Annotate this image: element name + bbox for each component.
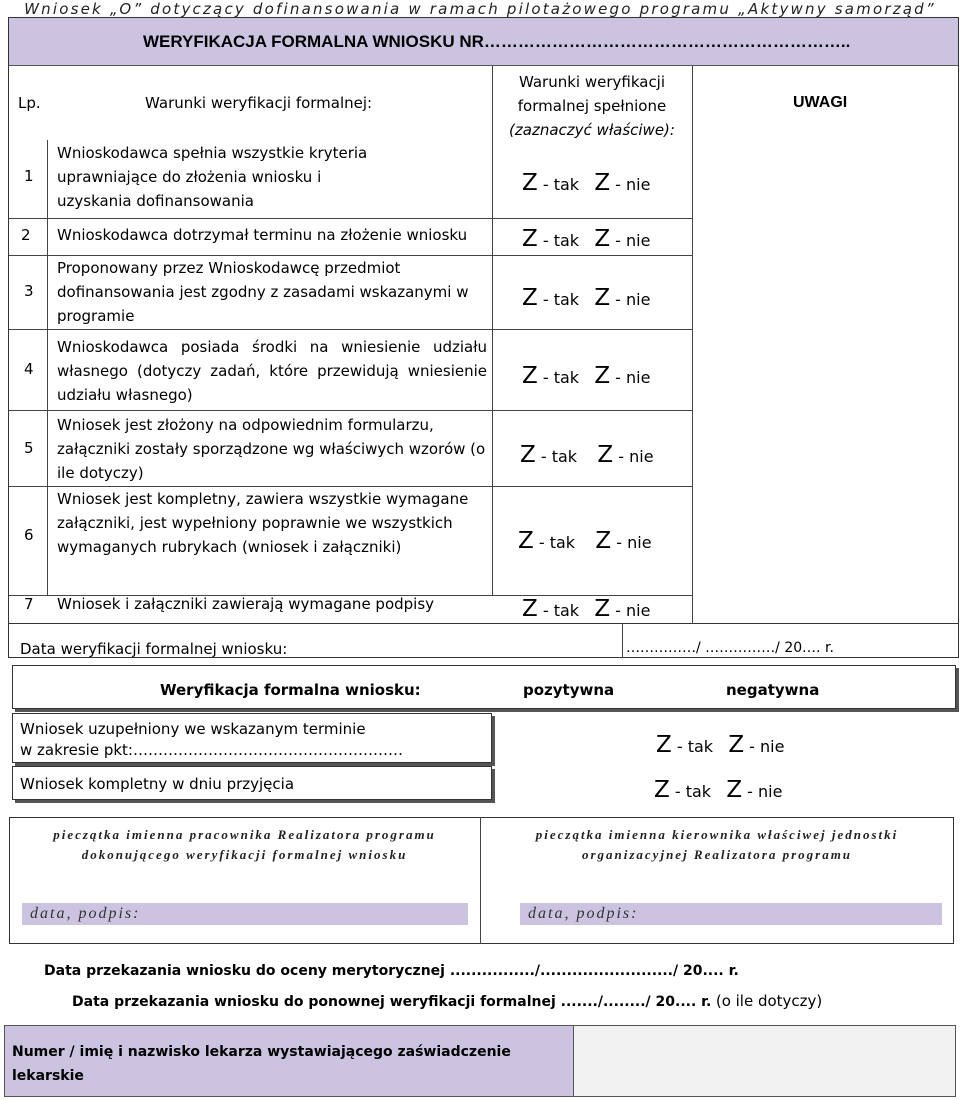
row-divider: [9, 218, 692, 219]
supplement-line1: Wniosek uzupełniony we wskazanym terminie: [20, 720, 366, 738]
col-header-met-line2: formalnej spełnione: [517, 97, 667, 115]
checkbox-yes[interactable]: Z: [656, 732, 672, 758]
row-number: 7: [24, 595, 34, 613]
supplement-line2[interactable]: w zakresie pkt:………………………………………………: [20, 741, 403, 759]
label-no: - nie: [613, 447, 654, 466]
col-header-met-line1: Warunki weryfikacji: [518, 73, 666, 91]
stamp-right-line2: organizacyjnej Realizatora programu: [581, 847, 853, 862]
supplement-text: [20, 719, 403, 761]
handover-merit: Data przekazania wniosku do oceny merytorycznej ................/........................./ 20.... r.: [44, 963, 739, 979]
complete-label: Wniosek kompletny w dniu przyjęcia: [20, 775, 295, 793]
checkbox-no[interactable]: Z: [594, 363, 611, 389]
col-divider-lp: [47, 140, 48, 595]
checkbox-yes[interactable]: Z: [522, 285, 538, 311]
label-yes: - tak: [671, 737, 714, 756]
col-header-remarks: UWAGI: [793, 94, 848, 111]
sign-left[interactable]: data, podpis:: [22, 903, 468, 925]
label-yes: - tak: [537, 290, 580, 309]
row-number: 6: [24, 526, 34, 544]
checkbox-yes[interactable]: Z: [522, 226, 538, 252]
checkbox-yes[interactable]: Z: [522, 596, 538, 622]
doctor-label: [12, 1040, 511, 1088]
row-condition-text: Wnioskodawca dotrzymał terminu na złożenie wniosku: [57, 226, 468, 244]
row-condition-text: Wnioskodawca posiada środki na wniesienie udziału własnego (dotyczy zadań, które przewidują wniesienie udziału własnego): [57, 338, 487, 404]
checkbox-no[interactable]: Z: [597, 442, 614, 468]
stamp-left-line2: dokonującego weryfikacji formalnej wniosku: [81, 847, 408, 862]
label-yes: - tak: [669, 782, 712, 801]
checkbox-no[interactable]: Z: [594, 285, 611, 311]
checkbox-no[interactable]: Z: [594, 226, 611, 252]
label-no: - nie: [742, 782, 783, 801]
row-divider: [9, 329, 692, 330]
checkbox-yes[interactable]: Z: [518, 528, 534, 554]
handover-reverify-text: Data przekazania wniosku do ponownej weryfikacji formalnej ......./......../ 20.... r.: [72, 994, 712, 1010]
row-number: 1: [24, 167, 34, 185]
label-yes: - tak: [533, 533, 576, 552]
handover-reverify: [72, 992, 822, 1010]
checkbox-no[interactable]: Z: [595, 528, 612, 554]
yes-no-options[interactable]: [522, 226, 650, 252]
row-condition-text: Wniosek jest złożony na odpowiednim formularzu, załączniki zostały sporządzone wg właściwych wzorów (o ile dotyczy): [57, 416, 486, 482]
page-title: WERYFIKACJA FORMALNA WNIOSKU NR………………………………………………………..: [143, 32, 851, 51]
doctor-label-line1: Numer / imię i nazwisko lekarza wystawiającego zaświadczenie: [12, 1044, 511, 1060]
yes-no-options[interactable]: [518, 528, 652, 554]
yes-no-options[interactable]: [654, 777, 782, 803]
label-no: - nie: [610, 175, 651, 194]
yes-no-options[interactable]: [522, 363, 650, 389]
col-divider-met: [692, 66, 693, 624]
label-yes: - tak: [537, 175, 580, 194]
stamp-left-line1: pieczątka imienna pracownika Realizatora programu: [53, 827, 436, 842]
date-divider: [622, 624, 623, 658]
yes-no-options[interactable]: [520, 442, 654, 468]
yes-no-options[interactable]: [522, 285, 650, 311]
checkbox-no[interactable]: Z: [594, 170, 611, 196]
stamp-right-line1: pieczątka imienna kierownika właściwej jednostki: [535, 827, 899, 842]
col-header-met-line3: (zaznaczyć właściwe):: [509, 121, 675, 139]
label-yes: - tak: [537, 601, 580, 620]
checkbox-yes[interactable]: Z: [654, 777, 670, 803]
label-no: - nie: [610, 368, 651, 387]
label-yes: - tak: [537, 231, 580, 250]
checkbox-yes[interactable]: Z: [522, 170, 538, 196]
result-negative[interactable]: negatywna: [726, 681, 820, 699]
row-condition-text: Wniosek jest kompletny, zawiera wszystkie wymagane załączniki, jest wypełniony poprawnie we wszystkich wymaganych rubrykach (wniosek i załączniki): [57, 490, 469, 556]
result-positive[interactable]: pozytywna: [523, 681, 615, 699]
col-header-met: [492, 70, 692, 142]
stamps-divider: [480, 817, 481, 944]
col-header-lp: Lp.: [18, 94, 41, 112]
label-no: - nie: [611, 533, 652, 552]
label-yes: - tak: [535, 447, 578, 466]
row-condition-text: Proponowany przez Wnioskodawcę przedmiot dofinansowania jest zgodny z zasadami wskazanymi w programie: [57, 259, 469, 325]
label-no: - nie: [744, 737, 785, 756]
row-number: 2: [21, 226, 31, 244]
sign-right[interactable]: data, podpis:: [520, 903, 942, 925]
yes-no-options[interactable]: [522, 596, 650, 622]
row-number: 3: [24, 282, 34, 300]
stamp-left-caption: [12, 825, 477, 865]
doctor-label-line2: lekarskie: [12, 1068, 84, 1084]
row-condition-text: Wniosek i załączniki zawierają wymagane podpisy: [57, 595, 435, 613]
row-number: 5: [24, 439, 34, 457]
col-divider-conditions: [492, 66, 493, 595]
doctor-value-field[interactable]: [574, 1025, 956, 1097]
label-yes: - tak: [537, 368, 580, 387]
yes-no-options[interactable]: [656, 732, 784, 758]
label-no: - nie: [610, 601, 651, 620]
checkbox-no[interactable]: Z: [728, 732, 745, 758]
document-header: Wniosek „O” dotyczący dofinansowania w ramach pilotażowego programu „Aktywny samorząd”: [24, 0, 936, 18]
verification-date-value[interactable]: ……………/ ……………/ 20.… r.: [626, 640, 834, 656]
row-divider: [9, 410, 692, 411]
row-condition-text: Wnioskodawca spełnia wszystkie kryteria uprawniające do złożenia wniosku i uzyskania dofinansowania: [57, 144, 368, 210]
checkbox-no[interactable]: Z: [726, 777, 743, 803]
label-no: - nie: [610, 231, 651, 250]
verification-date-label: Data weryfikacji formalnej wniosku:: [20, 640, 288, 658]
result-label: Weryfikacja formalna wniosku:: [160, 681, 421, 699]
stamp-right-caption: [484, 825, 950, 865]
checkbox-yes[interactable]: Z: [522, 363, 538, 389]
yes-no-options[interactable]: [522, 170, 650, 196]
row-number: 4: [24, 360, 34, 378]
col-header-conditions: Warunki weryfikacji formalnej:: [145, 94, 373, 112]
checkbox-yes[interactable]: Z: [520, 442, 536, 468]
label-no: - nie: [610, 290, 651, 309]
handover-reverify-note: (o ile dotyczy): [715, 992, 823, 1010]
checkbox-no[interactable]: Z: [594, 596, 611, 622]
